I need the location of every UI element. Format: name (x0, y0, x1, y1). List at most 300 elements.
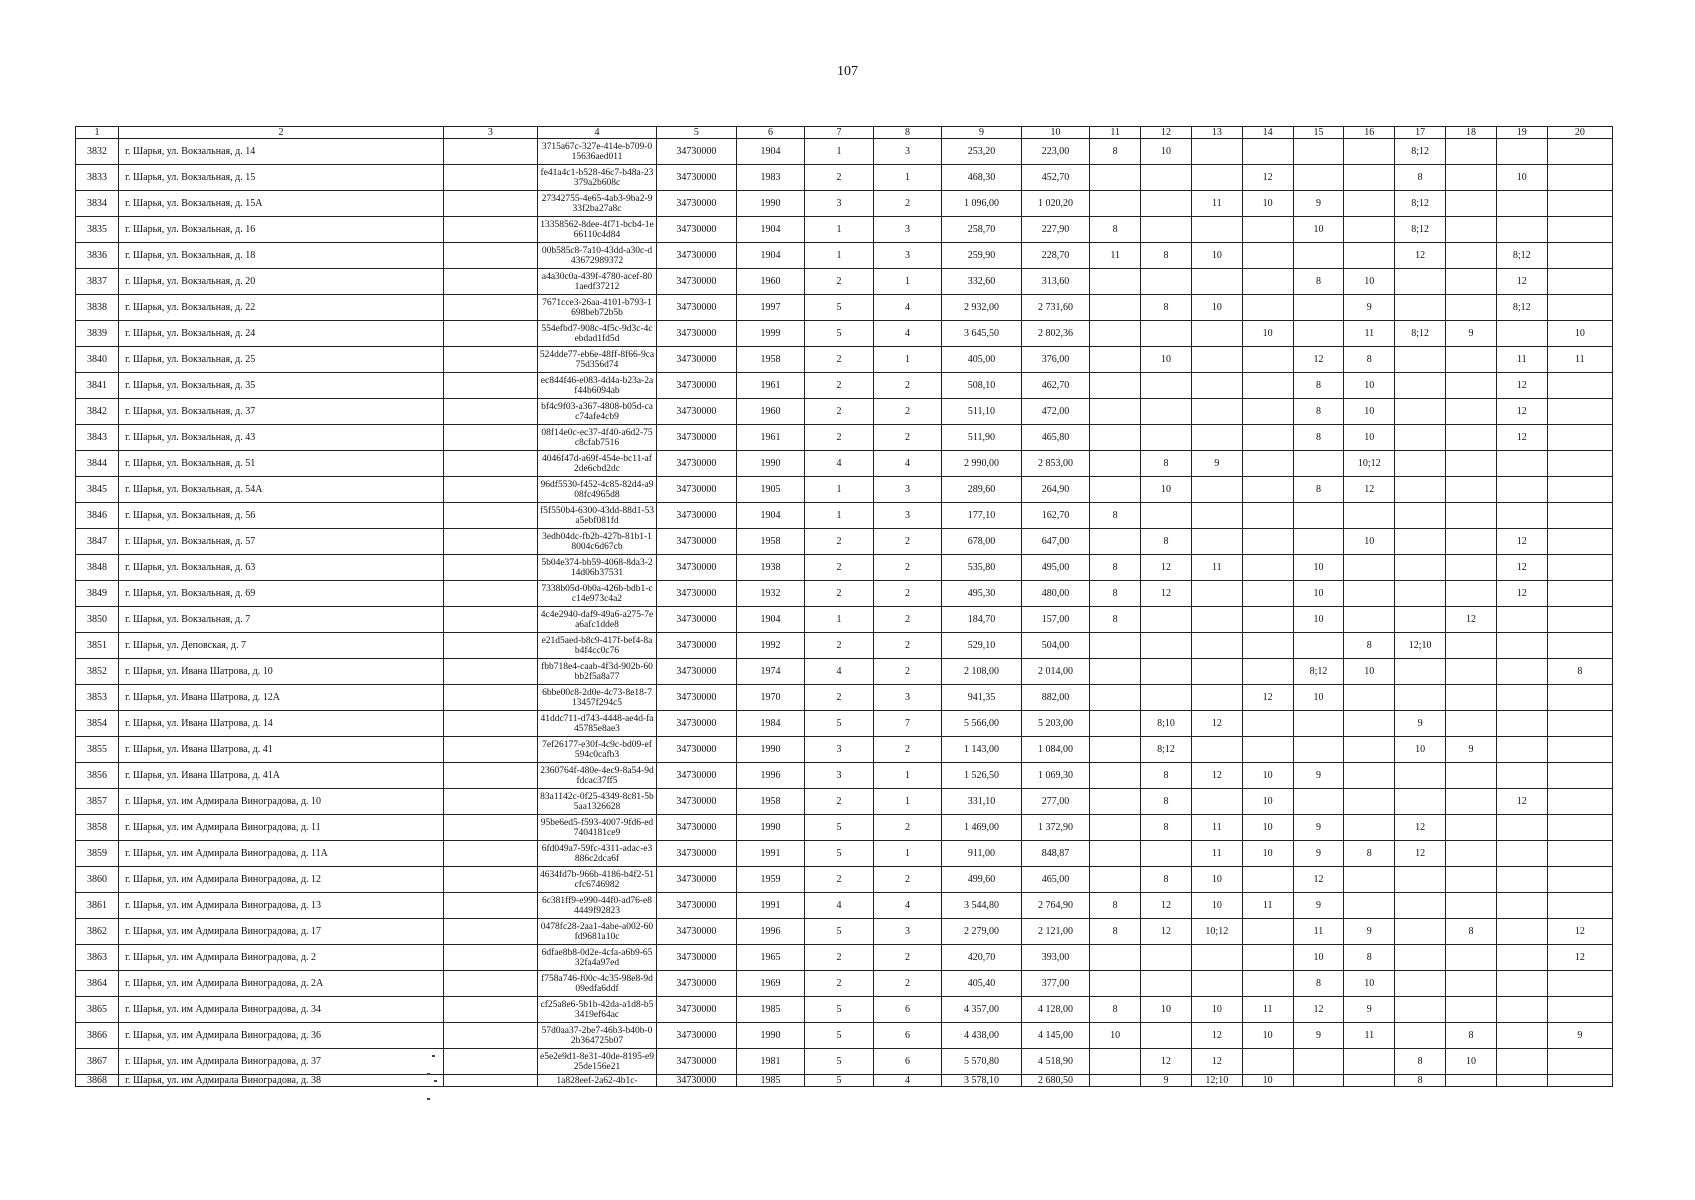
table-cell-col-9: 289,60 (942, 477, 1022, 503)
table-cell-col-13 (1191, 581, 1242, 607)
table-cell-col-5: 34730000 (657, 607, 737, 633)
table-cell-col-13 (1191, 477, 1242, 503)
table-cell-col-18 (1446, 763, 1497, 789)
table-cell-col-16 (1344, 815, 1395, 841)
table-cell-col-12: 12 (1141, 919, 1192, 945)
table-cell-col-18: 8 (1446, 919, 1497, 945)
table-cell-col-18 (1446, 997, 1497, 1023)
table-cell-col-16: 11 (1344, 1023, 1395, 1049)
table-cell-col-17 (1395, 555, 1446, 581)
table-cell-col-19: 12 (1496, 789, 1547, 815)
table-cell-col-19 (1496, 321, 1547, 347)
table-cell-col-11: 10 (1090, 1023, 1141, 1049)
table-cell-col-6: 1904 (736, 217, 805, 243)
table-cell-col-15: 8 (1293, 971, 1344, 997)
table-cell-col-8: 2 (873, 633, 942, 659)
table-cell-col-16: 9 (1344, 295, 1395, 321)
table-cell-col-16: 11 (1344, 321, 1395, 347)
table-cell-col-6: 1932 (736, 581, 805, 607)
table-cell-col-1: 3844 (76, 451, 119, 477)
table-cell-col-5: 34730000 (657, 659, 737, 685)
column-header-8: 8 (873, 127, 942, 139)
table-cell-col-20 (1547, 503, 1612, 529)
table-cell-col-17 (1395, 451, 1446, 477)
table-cell-col-4: 6bbe00c8-2d0e-4c73-8e18-713457f294c5 (537, 685, 656, 711)
table-cell-col-4: ec844f46-e083-4d4a-b23a-2af44b6094ab (537, 373, 656, 399)
table-cell-col-10: 1 084,00 (1021, 737, 1090, 763)
table-cell-col-18: 9 (1446, 737, 1497, 763)
table-cell-col-13: 11 (1191, 191, 1242, 217)
table-cell-col-8: 1 (873, 347, 942, 373)
table-cell-col-4: e5e2e9d1-8e31-40de-8195-e925de156e21 (537, 1049, 656, 1075)
table-cell-col-1: 3849 (76, 581, 119, 607)
table-cell-col-1: 3850 (76, 607, 119, 633)
table-row (76, 971, 1613, 997)
table-cell-col-16: 10 (1344, 659, 1395, 685)
table-cell-col-20 (1547, 893, 1612, 919)
table-cell-col-1: 3835 (76, 217, 119, 243)
table-cell-col-12 (1141, 841, 1192, 867)
table-cell-col-18 (1446, 945, 1497, 971)
table-cell-col-14 (1242, 399, 1293, 425)
table-cell-col-9: 259,90 (942, 243, 1022, 269)
table-cell-col-18 (1446, 217, 1497, 243)
table-cell-col-15 (1293, 1049, 1344, 1075)
table-cell-col-3 (443, 347, 537, 373)
table-cell-col-19: 12 (1496, 269, 1547, 295)
table-cell-col-7: 5 (805, 1049, 874, 1075)
table-cell-col-10: 2 121,00 (1021, 919, 1090, 945)
table-row (76, 841, 1613, 867)
table-cell-col-10: 472,00 (1021, 399, 1090, 425)
table-cell-col-6: 1904 (736, 139, 805, 165)
table-cell-col-4: 3715a67c-327e-414e-b709-015636aed011 (537, 139, 656, 165)
table-cell-col-2: г. Шарья, ул. им Адмирала Виноградова, д. 13 (119, 893, 444, 919)
table-cell-col-10: 227,90 (1021, 217, 1090, 243)
table-cell-col-10: 4 518,90 (1021, 1049, 1090, 1075)
table-cell-col-19 (1496, 451, 1547, 477)
table-cell-col-14: 12 (1242, 685, 1293, 711)
table-cell-col-15 (1293, 789, 1344, 815)
table-row (76, 451, 1613, 477)
table-cell-col-3 (443, 1075, 537, 1087)
table-cell-col-20 (1547, 581, 1612, 607)
table-cell-col-12: 8 (1141, 763, 1192, 789)
table-cell-col-15: 9 (1293, 191, 1344, 217)
table-cell-col-14: 10 (1242, 1075, 1293, 1087)
table-cell-col-14 (1242, 503, 1293, 529)
table-row (76, 191, 1613, 217)
table-cell-col-15 (1293, 503, 1344, 529)
table-cell-col-13 (1191, 529, 1242, 555)
table-cell-col-16 (1344, 685, 1395, 711)
table-cell-col-7: 2 (805, 945, 874, 971)
table-cell-col-4: f5f550b4-6300-43dd-88d1-53a5ebf081fd (537, 503, 656, 529)
table-row (76, 711, 1613, 737)
table-cell-col-6: 1960 (736, 399, 805, 425)
table-cell-col-12: 8 (1141, 451, 1192, 477)
table-cell-col-14: 10 (1242, 841, 1293, 867)
table-cell-col-4: 08f14e0c-ec37-4f40-a6d2-75c8cfab7516 (537, 425, 656, 451)
table-cell-col-19 (1496, 893, 1547, 919)
table-cell-col-7: 2 (805, 269, 874, 295)
table-cell-col-17 (1395, 399, 1446, 425)
table-cell-col-13: 11 (1191, 555, 1242, 581)
table-cell-col-4: 13358562-8dee-4f71-bcb4-1e66110c4d84 (537, 217, 656, 243)
table-cell-col-14 (1242, 217, 1293, 243)
table-cell-col-5: 34730000 (657, 711, 737, 737)
table-cell-col-20 (1547, 763, 1612, 789)
table-cell-col-19: 12 (1496, 399, 1547, 425)
table-cell-col-17: 8;12 (1395, 217, 1446, 243)
table-cell-col-17 (1395, 373, 1446, 399)
table-cell-col-20 (1547, 451, 1612, 477)
table-cell-col-10: 377,00 (1021, 971, 1090, 997)
table-cell-col-16 (1344, 139, 1395, 165)
table-cell-col-5: 34730000 (657, 555, 737, 581)
table-cell-col-8: 3 (873, 685, 942, 711)
table-cell-col-1: 3845 (76, 477, 119, 503)
table-cell-col-18 (1446, 893, 1497, 919)
table-cell-col-3 (443, 243, 537, 269)
table-cell-col-17 (1395, 607, 1446, 633)
table-cell-col-19 (1496, 867, 1547, 893)
table-cell-col-16: 10 (1344, 529, 1395, 555)
table-cell-col-15 (1293, 321, 1344, 347)
column-header-4: 4 (537, 127, 656, 139)
table-cell-col-17: 8 (1395, 165, 1446, 191)
table-cell-col-19 (1496, 971, 1547, 997)
table-cell-col-7: 3 (805, 763, 874, 789)
table-cell-col-19 (1496, 997, 1547, 1023)
table-cell-col-4: 57d0aa37-2be7-46b3-b40b-02b364725b07 (537, 1023, 656, 1049)
column-header-19: 19 (1496, 127, 1547, 139)
table-row (76, 919, 1613, 945)
table-cell-col-12 (1141, 633, 1192, 659)
table-cell-col-11 (1090, 373, 1141, 399)
column-header-16: 16 (1344, 127, 1395, 139)
column-header-2: 2 (119, 127, 444, 139)
table-cell-col-9: 535,80 (942, 555, 1022, 581)
table-cell-col-7: 1 (805, 243, 874, 269)
table-cell-col-20: 8 (1547, 659, 1612, 685)
table-cell-col-10: 2 680,50 (1021, 1075, 1090, 1087)
table-cell-col-10: 465,00 (1021, 867, 1090, 893)
table-cell-col-6: 1961 (736, 425, 805, 451)
table-cell-col-5: 34730000 (657, 737, 737, 763)
table-cell-col-12: 9 (1141, 1075, 1192, 1087)
table-cell-col-4: 6fd049a7-59fc-4311-adac-e3886c2dca6f (537, 841, 656, 867)
table-cell-col-11 (1090, 451, 1141, 477)
column-header-3: 3 (443, 127, 537, 139)
table-cell-col-4: 7ef26177-e30f-4c9c-bd09-ef594c0cafb3 (537, 737, 656, 763)
table-cell-col-14: 11 (1242, 997, 1293, 1023)
table-cell-col-18 (1446, 139, 1497, 165)
table-cell-col-11: 8 (1090, 139, 1141, 165)
table-cell-col-9: 177,10 (942, 503, 1022, 529)
table-cell-col-16: 10 (1344, 399, 1395, 425)
table-cell-col-2: г. Шарья, ул. им Адмирала Виноградова, д. 38 (119, 1075, 444, 1087)
table-cell-col-5: 34730000 (657, 269, 737, 295)
table-cell-col-8: 2 (873, 737, 942, 763)
table-cell-col-10: 5 203,00 (1021, 711, 1090, 737)
table-cell-col-14 (1242, 971, 1293, 997)
table-cell-col-15 (1293, 1075, 1344, 1087)
table-cell-col-5: 34730000 (657, 503, 737, 529)
table-cell-col-11 (1090, 399, 1141, 425)
table-cell-col-6: 1990 (736, 451, 805, 477)
table-cell-col-11 (1090, 321, 1141, 347)
table-cell-col-14 (1242, 269, 1293, 295)
table-cell-col-3 (443, 763, 537, 789)
table-cell-col-15: 12 (1293, 997, 1344, 1023)
table-cell-col-13: 9 (1191, 451, 1242, 477)
table-body (76, 139, 1613, 1087)
table-cell-col-2: г. Шарья, ул. Ивана Шатрова, д. 12А (119, 685, 444, 711)
table-cell-col-20 (1547, 165, 1612, 191)
table-cell-col-13: 12 (1191, 763, 1242, 789)
table-cell-col-2: г. Шарья, ул. Вокзальная, д. 14 (119, 139, 444, 165)
table-cell-col-1: 3856 (76, 763, 119, 789)
table-cell-col-1: 3867 (76, 1049, 119, 1075)
table-row (76, 685, 1613, 711)
table-cell-col-14 (1242, 451, 1293, 477)
table-cell-col-8: 4 (873, 1075, 942, 1087)
table-cell-col-3 (443, 971, 537, 997)
table-cell-col-3 (443, 529, 537, 555)
table-cell-col-5: 34730000 (657, 633, 737, 659)
table-cell-col-12 (1141, 1023, 1192, 1049)
table-cell-col-17: 12 (1395, 841, 1446, 867)
table-cell-col-5: 34730000 (657, 373, 737, 399)
table-cell-col-7: 2 (805, 633, 874, 659)
table-cell-col-9: 1 096,00 (942, 191, 1022, 217)
table-cell-col-1: 3866 (76, 1023, 119, 1049)
table-cell-col-6: 1999 (736, 321, 805, 347)
table-cell-col-14: 10 (1242, 763, 1293, 789)
scan-speck (427, 1073, 430, 1075)
table-cell-col-11 (1090, 815, 1141, 841)
table-cell-col-2: г. Шарья, ул. им Адмирала Виноградова, д. 11 (119, 815, 444, 841)
table-cell-col-4: 96df5530-f452-4c85-82d4-a908fc4965d8 (537, 477, 656, 503)
table-cell-col-8: 1 (873, 165, 942, 191)
table-cell-col-8: 6 (873, 1049, 942, 1075)
table-cell-col-8: 4 (873, 295, 942, 321)
table-cell-col-3 (443, 1023, 537, 1049)
table-cell-col-11: 8 (1090, 893, 1141, 919)
table-cell-col-9: 332,60 (942, 269, 1022, 295)
table-cell-col-10: 2 731,60 (1021, 295, 1090, 321)
table-cell-col-13: 12;10 (1191, 1075, 1242, 1087)
table-cell-col-3 (443, 867, 537, 893)
table-cell-col-7: 5 (805, 1075, 874, 1087)
table-cell-col-17 (1395, 529, 1446, 555)
table-cell-col-6: 1984 (736, 711, 805, 737)
table-row (76, 165, 1613, 191)
table-cell-col-13 (1191, 269, 1242, 295)
table-cell-col-15 (1293, 529, 1344, 555)
table-cell-col-8: 2 (873, 529, 942, 555)
table-cell-col-10: 452,70 (1021, 165, 1090, 191)
table-cell-col-10: 157,00 (1021, 607, 1090, 633)
table-cell-col-12: 8 (1141, 529, 1192, 555)
table-cell-col-3 (443, 503, 537, 529)
table-cell-col-4: 4046f47d-a69f-454e-bc11-af2de6cbd2dc (537, 451, 656, 477)
table-cell-col-5: 34730000 (657, 971, 737, 997)
table-cell-col-19 (1496, 217, 1547, 243)
table-cell-col-14 (1242, 867, 1293, 893)
table-cell-col-13 (1191, 139, 1242, 165)
table-cell-col-12 (1141, 425, 1192, 451)
table-cell-col-8: 2 (873, 373, 942, 399)
table-cell-col-18 (1446, 711, 1497, 737)
table-cell-col-12: 8;12 (1141, 737, 1192, 763)
table-row (76, 737, 1613, 763)
table-cell-col-10: 2 802,36 (1021, 321, 1090, 347)
table-cell-col-18 (1446, 295, 1497, 321)
table-cell-col-9: 4 357,00 (942, 997, 1022, 1023)
table-cell-col-14 (1242, 633, 1293, 659)
table-cell-col-6: 1992 (736, 633, 805, 659)
table-cell-col-12 (1141, 269, 1192, 295)
table-cell-col-14 (1242, 919, 1293, 945)
table-cell-col-2: г. Шарья, ул. Вокзальная, д. 63 (119, 555, 444, 581)
document-table (75, 126, 1613, 1087)
table-cell-col-14: 10 (1242, 789, 1293, 815)
table-cell-col-7: 2 (805, 789, 874, 815)
table-cell-col-8: 1 (873, 841, 942, 867)
table-cell-col-20 (1547, 269, 1612, 295)
table-cell-col-17 (1395, 893, 1446, 919)
table-cell-col-1: 3853 (76, 685, 119, 711)
table-cell-col-15: 10 (1293, 555, 1344, 581)
table-cell-col-3 (443, 841, 537, 867)
table-cell-col-13 (1191, 945, 1242, 971)
table-cell-col-6: 1938 (736, 555, 805, 581)
table-cell-col-4: 41ddc711-d743-4448-ae4d-fa45785e8ae3 (537, 711, 656, 737)
table-cell-col-11 (1090, 789, 1141, 815)
table-cell-col-6: 1997 (736, 295, 805, 321)
table-cell-col-5: 34730000 (657, 217, 737, 243)
table-cell-col-6: 1904 (736, 243, 805, 269)
table-cell-col-9: 184,70 (942, 607, 1022, 633)
table-cell-col-11 (1090, 1075, 1141, 1087)
table-cell-col-8: 3 (873, 217, 942, 243)
table-cell-col-4: 6c381ff9-e990-44f0-ad76-e84449f92823 (537, 893, 656, 919)
table-cell-col-19 (1496, 919, 1547, 945)
table-cell-col-11: 11 (1090, 243, 1141, 269)
table-cell-col-6: 1990 (736, 191, 805, 217)
table-cell-col-19 (1496, 659, 1547, 685)
table-cell-col-18: 10 (1446, 1049, 1497, 1075)
table-cell-col-13: 10 (1191, 243, 1242, 269)
table-cell-col-3 (443, 945, 537, 971)
table-cell-col-2: г. Шарья, ул. им Адмирала Виноградова, д. 37 (119, 1049, 444, 1075)
table-cell-col-11 (1090, 347, 1141, 373)
column-header-10: 10 (1021, 127, 1090, 139)
table-cell-col-2: г. Шарья, ул. Вокзальная, д. 43 (119, 425, 444, 451)
table-cell-col-20 (1547, 295, 1612, 321)
table-cell-col-3 (443, 555, 537, 581)
table-cell-col-13 (1191, 633, 1242, 659)
table-cell-col-5: 34730000 (657, 529, 737, 555)
table-cell-col-9: 3 578,10 (942, 1075, 1022, 1087)
table-cell-col-19 (1496, 737, 1547, 763)
table-cell-col-11 (1090, 633, 1141, 659)
table-cell-col-3 (443, 217, 537, 243)
table-cell-col-19: 12 (1496, 425, 1547, 451)
table-cell-col-5: 34730000 (657, 867, 737, 893)
table-cell-col-8: 1 (873, 763, 942, 789)
table-cell-col-9: 678,00 (942, 529, 1022, 555)
table-cell-col-11: 8 (1090, 581, 1141, 607)
table-cell-col-9: 2 990,00 (942, 451, 1022, 477)
table-cell-col-17 (1395, 295, 1446, 321)
table-cell-col-1: 3847 (76, 529, 119, 555)
table-cell-col-19: 10 (1496, 165, 1547, 191)
table-cell-col-10: 4 128,00 (1021, 997, 1090, 1023)
table-cell-col-3 (443, 919, 537, 945)
table-cell-col-8: 3 (873, 243, 942, 269)
table-cell-col-7: 5 (805, 295, 874, 321)
table-cell-col-18 (1446, 347, 1497, 373)
table-cell-col-9: 468,30 (942, 165, 1022, 191)
table-cell-col-3 (443, 997, 537, 1023)
table-cell-col-11 (1090, 737, 1141, 763)
table-row (76, 295, 1613, 321)
table-cell-col-15: 8 (1293, 425, 1344, 451)
table-cell-col-12 (1141, 503, 1192, 529)
column-header-11: 11 (1090, 127, 1141, 139)
table-cell-col-14: 10 (1242, 321, 1293, 347)
table-cell-col-4: 524dde77-eb6e-48ff-8f66-9ca75d356d74 (537, 347, 656, 373)
table-cell-col-17 (1395, 503, 1446, 529)
table-cell-col-5: 34730000 (657, 139, 737, 165)
table-cell-col-7: 2 (805, 399, 874, 425)
table-cell-col-12: 12 (1141, 1049, 1192, 1075)
table-cell-col-12 (1141, 659, 1192, 685)
table-cell-col-13: 12 (1191, 1049, 1242, 1075)
table-cell-col-14 (1242, 607, 1293, 633)
table-cell-col-15: 12 (1293, 867, 1344, 893)
table-cell-col-11: 8 (1090, 607, 1141, 633)
table-row (76, 217, 1613, 243)
table-cell-col-4: 4634fd7b-966b-4186-b4f2-51cfc6746982 (537, 867, 656, 893)
table-cell-col-4: 554efbd7-908c-4f5c-9d3c-4cebdad1fd5d (537, 321, 656, 347)
table-cell-col-3 (443, 607, 537, 633)
table-cell-col-9: 5 566,00 (942, 711, 1022, 737)
table-row (76, 529, 1613, 555)
column-header-9: 9 (942, 127, 1022, 139)
table-cell-col-18 (1446, 581, 1497, 607)
table-cell-col-17 (1395, 425, 1446, 451)
table-cell-col-12 (1141, 399, 1192, 425)
table-cell-col-2: г. Шарья, ул. Вокзальная, д. 20 (119, 269, 444, 295)
table-row (76, 763, 1613, 789)
table-cell-col-7: 2 (805, 347, 874, 373)
table-cell-col-19: 8;12 (1496, 243, 1547, 269)
table-cell-col-10: 313,60 (1021, 269, 1090, 295)
table-cell-col-10: 277,00 (1021, 789, 1090, 815)
table-cell-col-6: 1959 (736, 867, 805, 893)
column-header-5: 5 (657, 127, 737, 139)
table-cell-col-10: 1 372,90 (1021, 815, 1090, 841)
table-cell-col-20 (1547, 243, 1612, 269)
table-cell-col-18 (1446, 451, 1497, 477)
table-cell-col-20 (1547, 711, 1612, 737)
table-cell-col-2: г. Шарья, ул. им Адмирала Виноградова, д. 17 (119, 919, 444, 945)
table-cell-col-20 (1547, 1049, 1612, 1075)
